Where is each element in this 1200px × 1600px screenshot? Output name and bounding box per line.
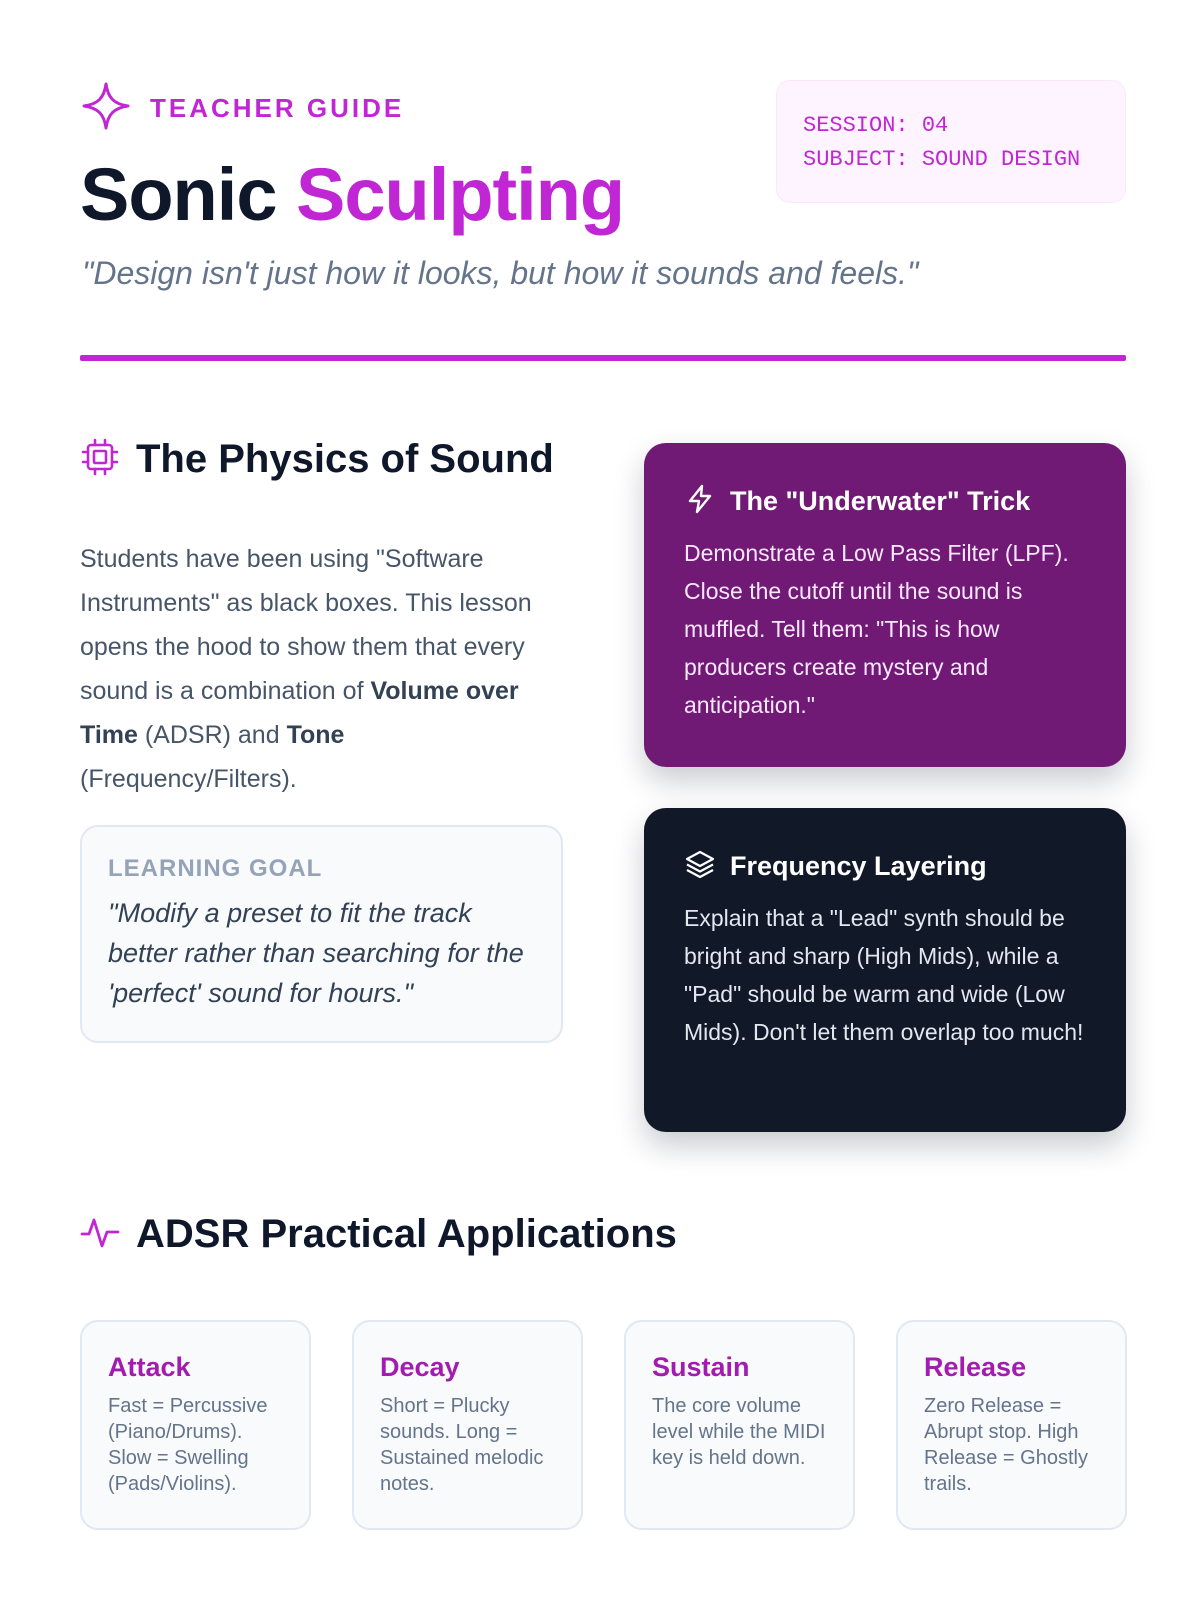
adsr-description: Short = Plucky sounds. Long = Sustained melodic notes. xyxy=(380,1395,544,1495)
adsr-section-header xyxy=(80,1212,677,1257)
adsr-name: Attack xyxy=(108,1352,191,1382)
tagline-quote: "Design isn't just how it looks, but how it sounds and feels." xyxy=(82,255,919,291)
learning-goal-text: "Modify a preset to fit the track better rather than searching for the 'perfect' sound for hours." xyxy=(108,898,524,1008)
underwater-trick-card xyxy=(644,443,1126,767)
adsr-card-release xyxy=(896,1320,1127,1530)
physics-intro xyxy=(80,537,560,801)
adsr-card-decay xyxy=(352,1320,583,1530)
card-title: Frequency Layering xyxy=(730,851,987,881)
learning-goal-label: LEARNING GOAL xyxy=(108,855,323,882)
adsr-card-sustain xyxy=(624,1320,855,1530)
learning-goal-box xyxy=(80,825,563,1043)
intro-bold-tone: Tone xyxy=(286,721,345,749)
pulse-icon xyxy=(80,1212,120,1257)
adsr-name: Sustain xyxy=(652,1352,750,1382)
adsr-description: Zero Release = Abrupt stop. High Release = Ghostly trails. xyxy=(924,1395,1088,1495)
card-body: Explain that a "Lead" synth should be bright and sharp (High Mids), while a "Pad" should be warm and wide (Low Mids). Don't let them overlap too much! xyxy=(684,905,1084,1045)
physics-section-header xyxy=(80,437,554,482)
session-line: SESSION: 04 xyxy=(803,113,949,138)
frequency-layering-card xyxy=(644,808,1126,1132)
adsr-name: Release xyxy=(924,1352,1027,1382)
adsr-card-attack xyxy=(80,1320,311,1530)
physics-section-title: The Physics of Sound xyxy=(136,437,554,481)
card-header xyxy=(684,848,1086,885)
intro-text-3: (Frequency/Filters). xyxy=(80,765,297,793)
subject-line: SUBJECT: SOUND DESIGN xyxy=(803,147,1081,172)
title-part-1: Sonic xyxy=(80,153,277,236)
session-badge xyxy=(776,80,1126,203)
eyebrow-label: TEACHER GUIDE xyxy=(150,93,405,123)
card-header xyxy=(684,483,1086,520)
header-divider xyxy=(80,355,1126,361)
sparkle-icon xyxy=(80,80,132,137)
card-title: The "Underwater" Trick xyxy=(730,486,1031,516)
title-part-2: Sculpting xyxy=(296,153,625,236)
eyebrow xyxy=(80,80,404,137)
adsr-description: The core volume level while the MIDI key is held down. xyxy=(652,1395,826,1469)
intro-bold-volume: Volume over Time xyxy=(80,677,519,749)
intro-text-2: (ADSR) and xyxy=(137,721,287,749)
adsr-section-title: ADSR Practical Applications xyxy=(136,1212,677,1256)
card-body: Demonstrate a Low Pass Filter (LPF). Close the cutoff until the sound is muffled. Tell them: "This is how producers create mystery and anticipation." xyxy=(684,540,1069,718)
adsr-description: Fast = Percussive (Piano/Drums). Slow = Swelling (Pads/Violins). xyxy=(108,1395,268,1495)
lightning-icon xyxy=(684,483,716,520)
chip-icon xyxy=(80,437,120,482)
adsr-name: Decay xyxy=(380,1352,460,1382)
page-title xyxy=(80,153,625,236)
layers-icon xyxy=(684,848,716,885)
intro-text-1: Students have been using "Software Instruments" as black boxes. This lesson opens the hood to show them that every sound is a combination of xyxy=(80,545,532,705)
